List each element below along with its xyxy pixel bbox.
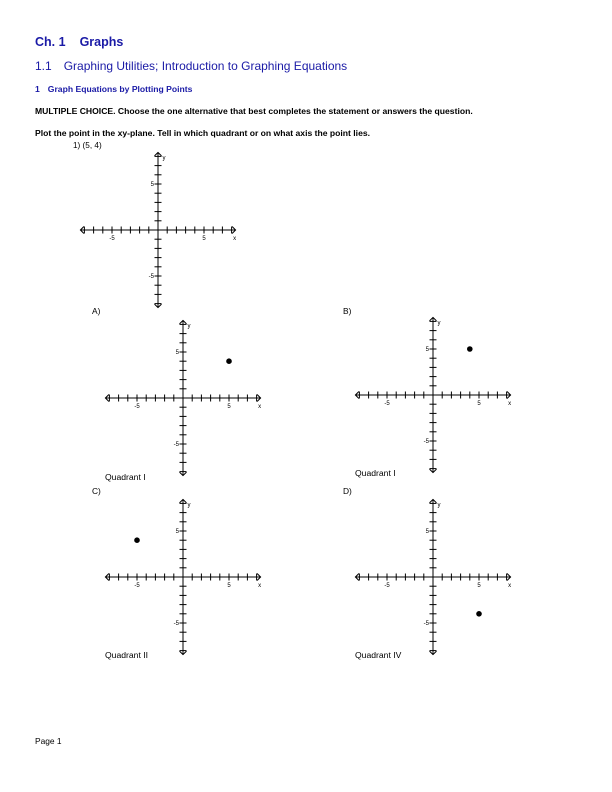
x-tick-label-pos5: 5 bbox=[477, 583, 481, 589]
choice-d-plot bbox=[353, 497, 513, 657]
choice-d-letter[interactable]: D) bbox=[343, 486, 352, 496]
data-point bbox=[226, 358, 232, 364]
chapter-number: Ch. 1 bbox=[35, 35, 66, 49]
y-axis-label: y bbox=[437, 502, 441, 509]
y-axis-label: y bbox=[187, 502, 191, 509]
x-tick-label-pos5: 5 bbox=[202, 236, 206, 242]
subsection-number: 1 bbox=[35, 84, 40, 94]
x-tick-label-neg5: -5 bbox=[384, 583, 390, 589]
question-label: 1) (5, 4) bbox=[73, 141, 102, 150]
question-plot bbox=[78, 150, 238, 310]
section-number: 1.1 bbox=[35, 59, 52, 73]
instructions: MULTIPLE CHOICE. Choose the one alternative that best completes the statement or answers the question. bbox=[35, 106, 473, 116]
x-axis-label: x bbox=[258, 404, 262, 410]
choice-c-plot bbox=[103, 497, 263, 657]
question-prompt: Plot the point in the xy-plane. Tell in which quadrant or on what axis the point lies. bbox=[35, 128, 371, 138]
y-tick-label-neg5: -5 bbox=[423, 621, 429, 627]
y-tick-label-pos5: 5 bbox=[425, 529, 429, 535]
page-footer: Page 1 bbox=[35, 736, 62, 746]
y-tick-label-pos5: 5 bbox=[150, 182, 154, 188]
x-tick-label-pos5: 5 bbox=[477, 401, 481, 407]
choice-c-answer: Quadrant II bbox=[105, 650, 148, 660]
choice-a-answer: Quadrant I bbox=[105, 472, 146, 482]
y-tick-label-neg5: -5 bbox=[423, 439, 429, 445]
x-tick-label-neg5: -5 bbox=[134, 583, 140, 589]
x-axis-label: x bbox=[508, 583, 512, 589]
y-tick-label-pos5: 5 bbox=[175, 350, 179, 356]
section-title bbox=[35, 59, 347, 73]
data-point bbox=[467, 346, 473, 352]
choice-b-letter[interactable]: B) bbox=[343, 306, 352, 316]
data-point bbox=[476, 611, 482, 617]
x-tick-label-neg5: -5 bbox=[109, 236, 115, 242]
choice-a-letter[interactable]: A) bbox=[92, 306, 101, 316]
choice-a-plot bbox=[103, 318, 263, 478]
x-tick-label-pos5: 5 bbox=[227, 583, 231, 589]
choice-b-answer: Quadrant I bbox=[355, 468, 396, 478]
x-axis-label: x bbox=[508, 401, 512, 407]
y-axis-label: y bbox=[187, 323, 191, 330]
choice-d-answer: Quadrant IV bbox=[355, 650, 402, 660]
x-axis-label: x bbox=[233, 236, 237, 242]
y-axis-label: y bbox=[437, 320, 441, 327]
data-point bbox=[134, 537, 140, 543]
chapter-name: Graphs bbox=[79, 35, 124, 49]
section-name: Graphing Utilities; Introduction to Graphing Equations bbox=[63, 59, 348, 73]
y-tick-label-neg5: -5 bbox=[173, 621, 179, 627]
y-tick-label-neg5: -5 bbox=[173, 442, 179, 448]
y-tick-label-pos5: 5 bbox=[425, 347, 429, 353]
x-tick-label-neg5: -5 bbox=[134, 404, 140, 410]
subsection-title bbox=[35, 84, 192, 94]
y-tick-label-neg5: -5 bbox=[148, 274, 154, 280]
x-tick-label-neg5: -5 bbox=[384, 401, 390, 407]
choice-b-plot bbox=[353, 315, 513, 475]
chapter-title bbox=[35, 35, 123, 49]
y-axis-label: y bbox=[162, 155, 166, 162]
x-axis-label: x bbox=[258, 583, 262, 589]
x-tick-label-pos5: 5 bbox=[227, 404, 231, 410]
y-tick-label-pos5: 5 bbox=[175, 529, 179, 535]
subsection-name: Graph Equations by Plotting Points bbox=[47, 84, 193, 94]
choice-c-letter[interactable]: C) bbox=[92, 486, 101, 496]
